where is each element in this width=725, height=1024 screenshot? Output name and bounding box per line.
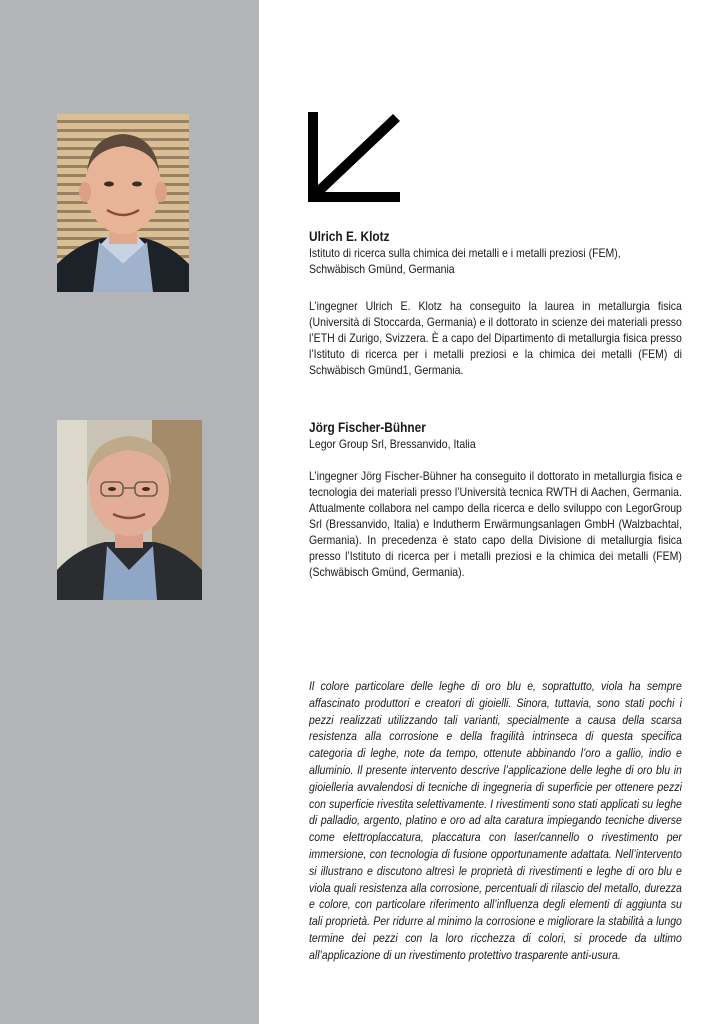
- author-bio-text: L’ingegner Jörg Fischer-Bühner ha conseguito il dottorato in metallurgia fisica e tecnologia dei materiali presso l’Università tecnica RWTH di Aachen, Germania. Attualmente collabora nel campo della ricerca e dello sviluppo con LegorGroup Srl (Bressanvido, Italia) e Indutherm Erwärmungsanlagen GmbH (Walzbachtal, Germania). In precedenza è stato capo della Divisione di metallurgia fisica presso l’Istituto di ricerca per i metalli preziosi e la chimica dei metalli (FEM) (Schwäbisch Gmünd, Germania).: [309, 469, 682, 579]
- abstract-block: [309, 678, 682, 964]
- author-block-1: [309, 229, 682, 277]
- author-photo-klotz: [57, 114, 189, 292]
- abstract-text: Il colore particolare delle leghe di oro blu e, soprattutto, viola ha sempre affascinato produttori e creatori di gioielli. Sinora, tuttavia, sono stati pochi i pezzi realizzati utilizzando tali varianti, specialmente a causa della scarsa resistenza alla corrosione e della fragilità intrinseca di questa specifica categoria di leghe, note da tempo, ottenute abbinando l’oro a gallio, indio e alluminio. Il presente intervento descrive l’applicazione delle leghe di oro blu in gioielleria avvalendosi di tecniche di ingegneria di superficie per ottenere pezzi con superficie rivestita selettivamente. I rivestimenti sono stati applicati su leghe di palladio, argento, platino e oro ad alta caratura impiegando tecniche diverse come elettroplaccatura, placcatura con laser/cannello o rivestimento per immersione, con tecnologia di fusione opportunamente adattata. Nell’intervento si illustrano e discutono altresì le proprietà di rivestimenti e leghe di oro blu e viola quali resistenza alla corrosione, percentuali di rilascio del metallo, durezza e colore, con particolare riferimento all’influenza degli elementi di aggiunta su tali proprietà. Per ridurre al minimo la corrosione e migliorare la stabilità a lungo termine dei pezzi con la loro ricchezza di colori, si procede da ultimo all’applicazione di un rivestimento protettivo trasparente anti-usura.: [309, 679, 682, 962]
- author-bio-1: [309, 298, 682, 378]
- affiliation-line: Schwäbisch Gmünd, Germania: [309, 262, 455, 276]
- author-bio-text: L’ingegner Ulrich E. Klotz ha conseguito la laurea in metallurgia fisica (Università di Stoccarda, Germania) e il dottorato in scienze dei materiali presso l’ETH di Zurigo, Svizzera. È a capo del Dipartimento di metallurgia fisica presso l’Istituto di ricerca per i metalli preziosi e la chimica dei metalli (FEM) di Schwäbisch Gmünd1, Germania.: [309, 299, 682, 377]
- author-affiliation: [309, 245, 682, 277]
- author-affiliation: [309, 436, 682, 452]
- author-bio-2: [309, 468, 682, 580]
- author-name: Ulrich E. Klotz: [309, 229, 390, 244]
- author-name: Jörg Fischer-Bühner: [309, 420, 426, 435]
- arrow-down-left-icon: [308, 112, 404, 206]
- affiliation-line: Legor Group Srl, Bressanvido, Italia: [309, 437, 476, 451]
- author-block-2: [309, 420, 682, 452]
- author-photo-fischer-buehner: [57, 420, 202, 600]
- affiliation-line: Istituto di ricerca sulla chimica dei metalli e i metalli preziosi (FEM),: [309, 246, 621, 260]
